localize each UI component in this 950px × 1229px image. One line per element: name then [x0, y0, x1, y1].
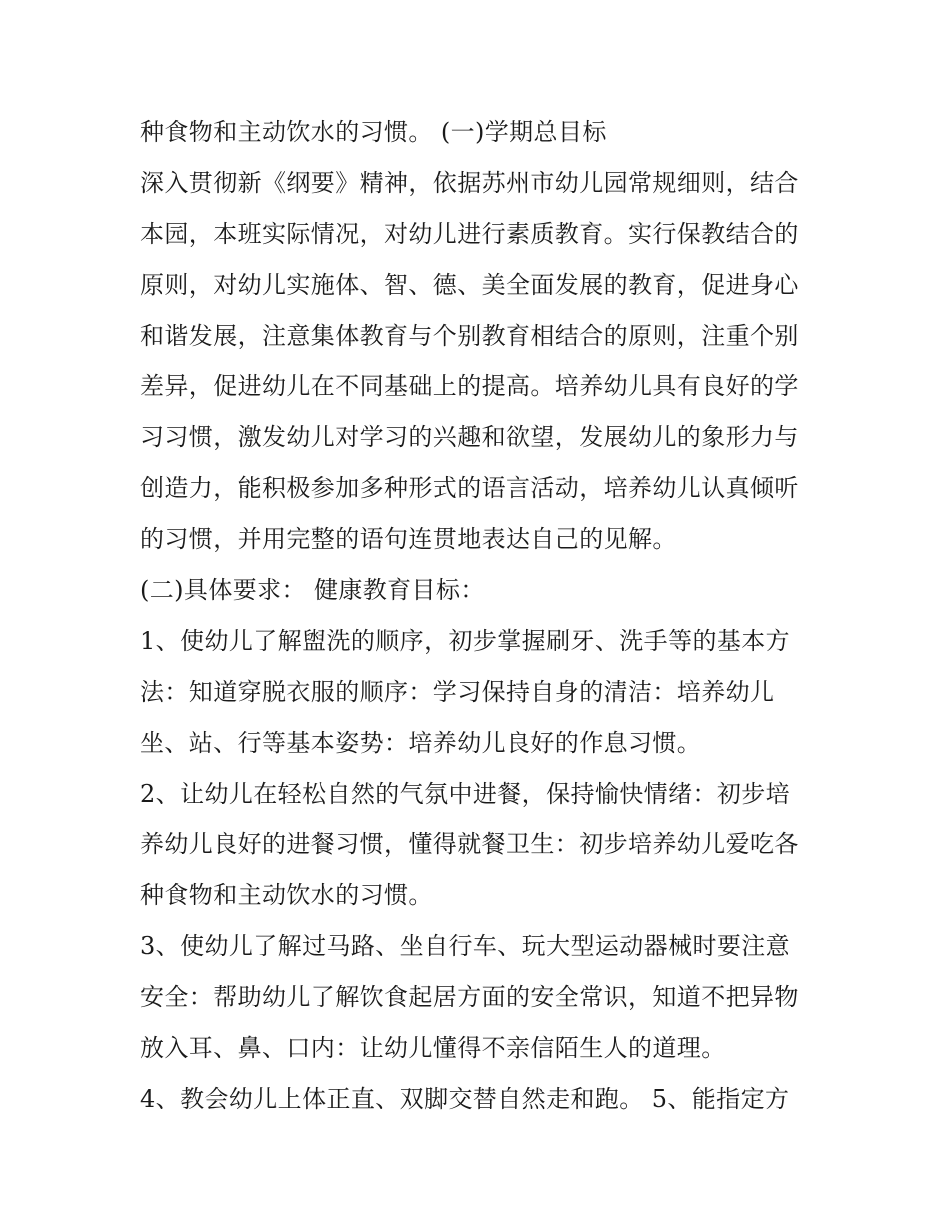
text-line: 坐、站、行等基本姿势：培养幼儿良好的作息习惯。: [140, 728, 702, 757]
text-line: 差异，促进幼儿在不同基础上的提高。培养幼儿具有良好的学: [140, 372, 799, 401]
text-line: 习习惯，激发幼儿对学习的兴趣和欲望，发展幼儿的象形力与: [140, 423, 799, 452]
text-line: 创造力，能积极参加多种形式的语言活动，培养幼儿认真倾听: [140, 474, 799, 503]
text-line: 2、让幼儿在轻松自然的气氛中进餐，保持愉快情绪：初步培: [140, 779, 791, 808]
text-line: 1、使幼儿了解盥洗的顺序，初步掌握刷牙、洗手等的基本方: [140, 626, 791, 655]
text-line: 4、教会幼儿上体正直、双脚交替自然走和跑。 5、能指定方: [140, 1084, 790, 1113]
text-line: 和谐发展，注意集体教育与个别教育相结合的原则，注重个别: [140, 321, 799, 350]
text-line: 种食物和主动饮水的习惯。: [140, 881, 433, 910]
text-line: 放入耳、鼻、口内：让幼儿懂得不亲信陌生人的道理。: [140, 1034, 726, 1063]
text-line: 法：知道穿脱衣服的顺序：学习保持自身的清洁：培养幼儿: [140, 677, 775, 706]
text-line: 本园，本班实际情况，对幼儿进行素质教育。实行保教结合的: [140, 219, 799, 248]
text-line: 种食物和主动饮水的习惯。 (一)学期总目标: [140, 118, 607, 146]
text-line: 3、使幼儿了解过马路、坐自行车、玩大型运动器械时要注意: [140, 932, 791, 961]
text-line: 养幼儿良好的进餐习惯，懂得就餐卫生：初步培养幼儿爱吃各: [140, 830, 799, 859]
text-line: 深入贯彻新《纲要》精神，依据苏州市幼儿园常规细则，结合: [140, 168, 799, 197]
text-line: 原则，对幼儿实施体、智、德、美全面发展的教育，促进身心: [140, 270, 799, 299]
text-line: 安全：帮助幼儿了解饮食起居方面的安全常识，知道不把异物: [140, 983, 799, 1012]
section-heading: (二)具体要求： 健康教育目标：: [140, 576, 485, 605]
text-line: 的习惯，并用完整的语句连贯地表达自己的见解。: [140, 525, 677, 554]
body-text: [140, 107, 830, 1125]
